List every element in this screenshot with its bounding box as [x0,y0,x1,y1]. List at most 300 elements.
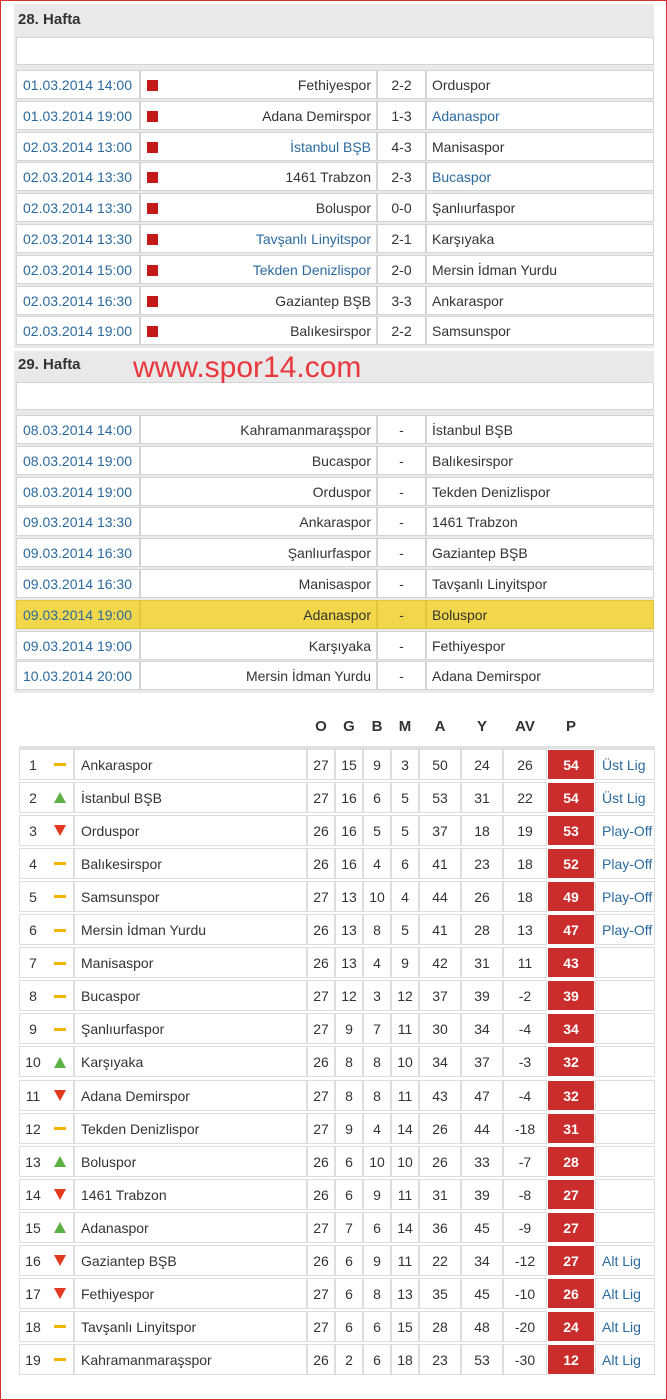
match-date[interactable]: 02.03.2014 15:00 [16,255,140,284]
trend-same-icon [54,763,66,766]
stat-g: 7 [335,1212,363,1243]
rank-cell [19,1046,74,1077]
team-name[interactable]: İstanbul BŞB [74,782,307,813]
stat-g: 8 [335,1080,363,1111]
match-score[interactable]: 2-0 [377,255,426,284]
trend-cell [54,882,66,913]
header-g[interactable]: G [343,718,355,735]
standings-row[interactable] [19,914,655,945]
team-name[interactable]: Mersin İdman Yurdu [74,914,307,945]
trend-same-icon [54,995,66,998]
stat-o: 26 [307,1146,335,1177]
points-cell: 34 [547,1013,595,1044]
team-name[interactable]: Gaziantep BŞB [74,1245,307,1276]
finished-marker-icon [147,80,158,91]
trend-cell [54,1180,66,1211]
rank-number: 1 [29,757,37,773]
team-name[interactable]: Adanaspor [74,1212,307,1243]
match-date[interactable]: 02.03.2014 13:00 [16,132,140,161]
finished-marker-icon [147,111,158,122]
match-row[interactable] [16,70,654,99]
away-team[interactable]: Bucaspor [432,169,492,186]
trend-cell [54,915,66,946]
team-name[interactable]: Kahramanmaraşspor [74,1344,307,1375]
stat-o: 26 [307,815,335,846]
home-team-cell [140,415,377,444]
stat-av: -4 [503,1080,547,1111]
stat-b: 8 [363,1046,391,1077]
standings-row[interactable] [19,749,655,780]
stat-y: 53 [461,1344,503,1375]
match-row[interactable] [16,538,654,567]
rank-number: 11 [25,1087,41,1104]
stat-g: 8 [335,1046,363,1077]
away-team: Gaziantep BŞB [432,545,528,562]
stat-m: 11 [391,1080,419,1111]
header-p[interactable]: P [565,718,576,735]
trend-cell [54,1345,66,1376]
rank-cell [19,1278,74,1309]
rank-number: 9 [29,1021,37,1038]
rank-number: 3 [29,823,37,840]
stat-o: 26 [307,1344,335,1375]
stat-av: -12 [503,1245,547,1276]
match-date[interactable]: 02.03.2014 16:30 [16,286,140,315]
trend-same-icon [54,929,66,932]
stat-m: 3 [391,749,419,780]
home-team: Adanaspor [303,606,371,623]
stat-a: 43 [419,1080,461,1111]
zone-label[interactable]: Alt Lig [595,1344,655,1375]
stat-b: 4 [363,1113,391,1144]
match-date[interactable]: 02.03.2014 19:00 [16,316,140,345]
points-cell: 28 [547,1146,595,1177]
match-date[interactable]: 08.03.2014 19:00 [16,446,140,475]
stat-a: 53 [419,782,461,813]
team-name[interactable]: Samsunspor [74,881,307,912]
rank-cell [19,1013,74,1044]
home-team: Orduspor [312,483,371,500]
trend-down-icon [54,1255,66,1266]
match-score[interactable]: 0-0 [377,193,426,222]
stat-m: 14 [391,1212,419,1243]
away-team-cell [426,477,654,506]
stat-m: 11 [391,1179,419,1210]
standings-row[interactable] [19,1113,655,1144]
match-row[interactable] [16,569,654,598]
standings-row[interactable] [19,980,655,1011]
match-score[interactable]: 2-1 [377,224,426,253]
points-cell: 24 [547,1311,595,1342]
match-date[interactable]: 02.03.2014 13:30 [16,224,140,253]
team-name[interactable]: Adana Demirspor [74,1080,307,1111]
rank-cell [19,1146,74,1177]
stat-a: 30 [419,1013,461,1044]
trend-same-icon [54,895,66,898]
week-title: 29. Hafta [18,356,81,373]
stat-av: -3 [503,1046,547,1077]
stat-o: 27 [307,1113,335,1144]
stat-g: 16 [335,848,363,879]
home-team-cell [140,631,377,660]
stat-m: 11 [391,1245,419,1276]
match-date[interactable]: 01.03.2014 19:00 [16,101,140,130]
rank-number: 18 [25,1318,41,1335]
stat-av: -10 [503,1278,547,1309]
standings-row[interactable] [19,1212,655,1243]
stat-g: 2 [335,1344,363,1375]
stat-g: 9 [335,1113,363,1144]
stat-y: 28 [461,914,503,945]
rank-cell [19,1212,74,1243]
stat-a: 26 [419,1146,461,1177]
stat-av: 22 [503,782,547,813]
match-date[interactable]: 01.03.2014 14:00 [16,70,140,99]
stat-av: -18 [503,1113,547,1144]
stat-g: 6 [335,1311,363,1342]
rank-cell [19,1245,74,1276]
rank-number: 5 [29,889,37,906]
header-y[interactable]: Y [476,718,487,735]
home-team-cell [140,193,377,222]
standings-row[interactable] [19,1344,655,1375]
stat-m: 18 [391,1344,419,1375]
trend-down-icon [54,825,66,836]
team-name[interactable]: Bucaspor [74,980,307,1011]
stat-g: 6 [335,1179,363,1210]
standings-row[interactable] [19,1013,655,1044]
away-team-cell [426,101,654,130]
zone-label[interactable]: Play-Off [595,914,655,945]
match-date[interactable]: 09.03.2014 16:30 [16,569,140,598]
standings-row[interactable] [19,947,655,978]
match-row[interactable] [16,631,654,660]
stat-b: 3 [363,980,391,1011]
rank-number: 10 [25,1054,41,1071]
team-name[interactable]: Orduspor [74,815,307,846]
match-score[interactable]: 2-2 [377,316,426,345]
stat-a: 36 [419,1212,461,1243]
stat-a: 37 [419,980,461,1011]
team-name[interactable]: 1461 Trabzon [74,1179,307,1210]
stat-y: 45 [461,1212,503,1243]
trend-cell [54,1279,66,1310]
stat-m: 5 [391,815,419,846]
stat-av: -8 [503,1179,547,1210]
away-team: Ankaraspor [432,292,504,309]
stat-y: 31 [461,782,503,813]
standings-row[interactable] [19,1080,655,1111]
match-row[interactable] [16,507,654,536]
trend-cell [54,981,66,1012]
stat-o: 27 [307,1311,335,1342]
stat-g: 15 [335,749,363,780]
finished-marker-icon [147,203,158,214]
match-row[interactable] [16,162,654,191]
zone-label [595,947,655,978]
rank-number: 8 [29,988,37,1005]
away-team-cell [426,70,654,99]
match-score[interactable]: - [377,477,426,506]
match-date[interactable]: 09.03.2014 13:30 [16,507,140,536]
header-b[interactable]: B [371,718,383,735]
match-row[interactable] [16,446,654,475]
home-team-cell [140,224,377,253]
week-28-panel [14,4,654,348]
team-name[interactable]: Boluspor [74,1146,307,1177]
stat-y: 34 [461,1013,503,1044]
stat-a: 37 [419,815,461,846]
zone-label[interactable]: Alt Lig [595,1278,655,1309]
stat-b: 4 [363,947,391,978]
standings-row[interactable] [19,1179,655,1210]
trend-same-icon [54,1325,66,1328]
stat-y: 39 [461,980,503,1011]
trend-cell [54,849,66,880]
stat-av: 11 [503,947,547,978]
stat-b: 10 [363,881,391,912]
standings-row[interactable] [19,1278,655,1309]
trend-cell [54,1047,66,1078]
standings-row[interactable] [19,782,655,813]
stat-m: 6 [391,848,419,879]
standings-row[interactable] [19,1046,655,1077]
header-av[interactable]: AV [515,718,535,735]
trend-down-icon [54,1090,66,1101]
stat-b: 6 [363,782,391,813]
stat-b: 9 [363,1245,391,1276]
home-team: Mersin İdman Yurdu [245,668,371,685]
match-score[interactable]: - [377,631,426,660]
rank-number: 12 [25,1120,41,1137]
match-score[interactable]: 2-3 [377,162,426,191]
stat-o: 27 [307,1080,335,1111]
away-team-cell [426,600,654,629]
home-team-cell [140,538,377,567]
match-row[interactable] [16,477,654,506]
home-team-cell [140,316,377,345]
home-team[interactable]: İstanbul BŞB [290,138,371,155]
team-name[interactable]: Karşıyaka [74,1046,307,1077]
home-team[interactable]: Tavşanlı Linyitspor [255,231,371,247]
team-name[interactable]: Tavşanlı Linyitspor [74,1311,307,1342]
match-row[interactable] [16,101,654,130]
stat-o: 27 [307,749,335,780]
stat-b: 7 [363,1013,391,1044]
rank-cell [19,848,74,879]
points-cell: 47 [547,914,595,945]
stat-av: 26 [503,749,547,780]
match-row[interactable] [16,193,654,222]
home-team: Karşıyaka [308,637,371,654]
home-team-cell [140,70,377,99]
team-name[interactable]: Şanlıurfaspor [74,1013,307,1044]
standings-row[interactable] [19,1146,655,1177]
stat-a: 35 [419,1278,461,1309]
stat-y: 24 [461,749,503,780]
stat-b: 4 [363,848,391,879]
finished-marker-icon [147,142,158,153]
match-score[interactable]: 4-3 [377,132,426,161]
away-team[interactable]: Adanaspor [432,107,500,124]
points-cell: 27 [547,1179,595,1210]
trend-cell [54,1081,66,1112]
home-team-cell [140,600,377,629]
header-m[interactable]: M [398,718,412,735]
week-29-panel [14,351,654,693]
match-row[interactable] [16,255,654,284]
away-team: Balıkesirspor [432,452,513,469]
rank-number: 16 [25,1252,41,1269]
match-date[interactable]: 08.03.2014 14:00 [16,415,140,444]
home-team-cell [140,286,377,315]
stat-m: 15 [391,1311,419,1342]
stat-o: 26 [307,848,335,879]
match-score[interactable]: - [377,661,426,690]
match-row[interactable] [16,316,654,345]
team-name[interactable]: Tekden Denizlispor [74,1113,307,1144]
stat-b: 6 [363,1212,391,1243]
trend-cell [54,816,66,847]
stat-a: 41 [419,914,461,945]
zone-label[interactable]: Alt Lig [595,1245,655,1276]
home-team-cell [140,569,377,598]
match-date[interactable]: 02.03.2014 13:30 [16,162,140,191]
header-a[interactable]: A [434,718,446,735]
home-team-cell [140,446,377,475]
home-team-cell [140,255,377,284]
match-date[interactable]: 02.03.2014 13:30 [16,193,140,222]
away-team-cell [426,255,654,284]
match-date[interactable]: 08.03.2014 19:00 [16,477,140,506]
rank-cell [19,1179,74,1210]
stat-m: 5 [391,914,419,945]
stat-y: 37 [461,1046,503,1077]
home-team: Ankaraspor [299,514,371,531]
team-name[interactable]: Fethiyespor [74,1278,307,1309]
standings-row[interactable] [19,1245,655,1276]
stat-av: 18 [503,848,547,879]
rank-cell [19,980,74,1011]
points-cell: 31 [547,1113,595,1144]
stat-g: 6 [335,1278,363,1309]
points-cell: 12 [547,1344,595,1375]
stat-b: 10 [363,1146,391,1177]
zone-label [595,1146,655,1177]
home-team: Boluspor [315,200,371,217]
stat-a: 28 [419,1311,461,1342]
match-row[interactable] [16,661,654,690]
points-cell: 49 [547,881,595,912]
header-o[interactable]: O [315,718,327,735]
away-team: Mersin İdman Yurdu [432,261,558,278]
points-cell: 43 [547,947,595,978]
rank-cell [19,947,74,978]
match-score[interactable]: - [377,446,426,475]
points-cell: 54 [547,782,595,813]
away-team: Fethiyespor [432,637,506,654]
home-team: Bucaspor [311,452,371,469]
away-team: Şanlıurfaspor [432,200,516,217]
team-name[interactable]: Manisaspor [74,947,307,978]
match-date[interactable]: 10.03.2014 20:00 [16,661,140,690]
finished-marker-icon [147,172,158,183]
home-team-cell [140,661,377,690]
rank-number: 6 [29,922,37,939]
standings-row[interactable] [19,815,655,846]
zone-label[interactable]: Play-Off [595,881,655,912]
zone-label[interactable]: Üst Lig [595,749,655,780]
stat-a: 22 [419,1245,461,1276]
zone-label[interactable]: Alt Lig [595,1311,655,1342]
standings-row[interactable] [19,1311,655,1342]
match-score[interactable]: - [377,507,426,536]
zone-label[interactable]: Play-Off [595,848,655,879]
trend-same-icon [54,962,66,965]
match-score[interactable]: - [377,415,426,444]
stat-y: 45 [461,1278,503,1309]
away-team-cell [426,661,654,690]
match-score[interactable]: - [377,569,426,598]
match-score[interactable]: 3-3 [377,286,426,315]
zone-label [595,1113,655,1144]
zone-label [595,980,655,1011]
away-team-cell [426,162,654,191]
trend-cell [54,1312,66,1343]
points-cell: 32 [547,1046,595,1077]
match-row[interactable] [16,224,654,253]
week-header-blank [16,382,654,410]
finished-marker-icon [147,234,158,245]
team-name[interactable]: Ankaraspor [74,749,307,780]
finished-marker-icon [147,326,158,337]
match-date[interactable]: 09.03.2014 16:30 [16,538,140,567]
match-date[interactable]: 09.03.2014 19:00 [16,631,140,660]
match-score[interactable]: 2-2 [377,70,426,99]
match-date[interactable]: 09.03.2014 19:00 [16,600,140,629]
match-score[interactable]: - [377,538,426,567]
standings-row[interactable] [19,848,655,879]
match-score[interactable]: 1-3 [377,101,426,130]
match-row[interactable] [16,132,654,161]
rank-cell [19,1080,74,1111]
home-team: Adana Demirspor [262,107,371,124]
stat-av: 18 [503,881,547,912]
standings-row[interactable] [19,881,655,912]
match-row[interactable] [16,600,654,629]
stat-a: 41 [419,848,461,879]
match-score[interactable]: - [377,600,426,629]
stat-b: 8 [363,914,391,945]
home-team: Manisaspor [298,576,371,592]
stat-b: 9 [363,1179,391,1210]
away-team: Samsunspor [432,323,511,340]
team-name[interactable]: Balıkesirspor [74,848,307,879]
week-title: 28. Hafta [18,11,81,28]
stat-a: 26 [419,1113,461,1144]
trend-cell [54,783,66,814]
home-team: Fethiyespor [297,77,371,93]
home-team-cell [140,132,377,161]
away-team: Manisaspor [432,138,505,155]
zone-label[interactable]: Üst Lig [595,782,655,813]
home-team[interactable]: Tekden Denizlispor [252,261,371,278]
stat-y: 44 [461,1113,503,1144]
rank-cell [19,881,74,912]
match-row[interactable] [16,415,654,444]
match-row[interactable] [16,286,654,315]
zone-label[interactable]: Play-Off [595,815,655,846]
